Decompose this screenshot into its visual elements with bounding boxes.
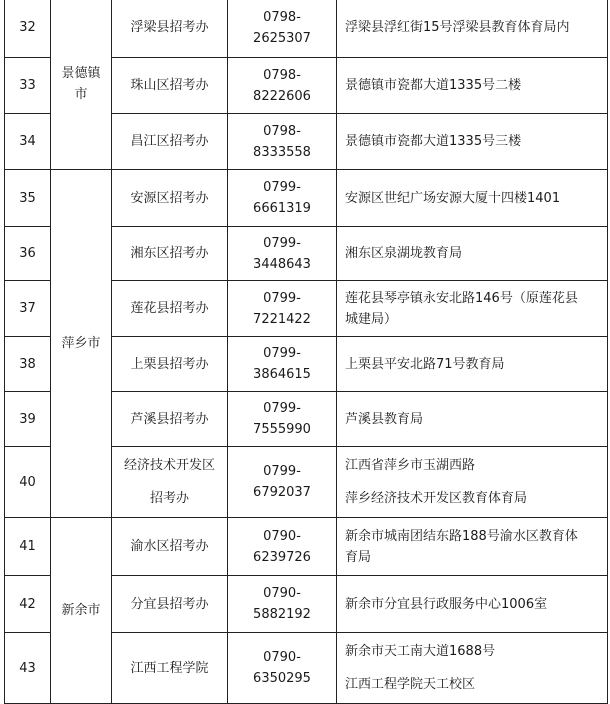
address-cell xyxy=(337,633,608,704)
office-name: 珠山区招考办 xyxy=(112,58,228,114)
phone-cell xyxy=(228,227,337,281)
address-cell xyxy=(337,518,608,576)
address-line: 育局 xyxy=(345,549,372,565)
row-number: 36 xyxy=(5,227,51,281)
address-cell: 芦溪县教育局 xyxy=(337,392,608,447)
city-cell xyxy=(51,518,112,704)
address-cell: 安源区世纪广场安源大厦十四楼1401 xyxy=(337,170,608,227)
city-name-suffix: 市 xyxy=(74,86,88,102)
address-line: 城建局） xyxy=(345,311,398,327)
address-cell: 景德镇市瓷都大道1335号二楼 xyxy=(337,58,608,114)
address-cell: 景德镇市瓷都大道1335号三楼 xyxy=(337,114,608,170)
address-line: 新余市天工南大道1688号 xyxy=(345,644,496,659)
phone-number: 8333558 xyxy=(253,144,311,160)
address-cell: 新余市分宜县行政服务中心1006室 xyxy=(337,576,608,633)
office-name: 渝水区招考办 xyxy=(112,518,228,576)
phone-area-code: 0790- xyxy=(263,528,301,544)
office-name: 上栗县招考办 xyxy=(112,337,228,392)
row-number: 33 xyxy=(5,58,51,114)
office-name: 分宜县招考办 xyxy=(112,576,228,633)
address-line: 江西省萍乡市玉湖西路 xyxy=(345,458,476,473)
phone-area-code: 0799- xyxy=(263,180,301,195)
office-name: 湘东区招考办 xyxy=(112,227,228,281)
city-cell xyxy=(51,0,112,170)
phone-cell xyxy=(228,281,337,337)
city-name: 新余市 xyxy=(61,603,101,618)
phone-area-code: 0790- xyxy=(263,650,301,665)
address-line: 新余市城南团结东路188号渝水区教育体 xyxy=(345,528,578,544)
address-line: 莲花县琴亭镇永安北路146号（原莲花县 xyxy=(345,290,578,306)
phone-number: 6661319 xyxy=(253,201,311,216)
row-number: 43 xyxy=(5,633,51,704)
phone-cell xyxy=(228,576,337,633)
phone-area-code: 0798- xyxy=(263,67,301,83)
phone-number: 8222606 xyxy=(253,88,311,104)
phone-number: 5882192 xyxy=(253,607,311,622)
address-cell: 湘东区泉湖垅教育局 xyxy=(337,227,608,281)
phone-number: 2625307 xyxy=(253,30,311,46)
office-name: 安源区招考办 xyxy=(112,170,228,227)
phone-cell xyxy=(228,0,337,58)
office-name: 浮梁县招考办 xyxy=(112,0,228,58)
row-number: 37 xyxy=(5,281,51,337)
row-number: 39 xyxy=(5,392,51,447)
phone-cell xyxy=(228,58,337,114)
phone-cell xyxy=(228,337,337,392)
phone-cell xyxy=(228,114,337,170)
row-number: 40 xyxy=(5,447,51,518)
phone-area-code: 0798- xyxy=(263,123,301,139)
office-name xyxy=(112,447,228,518)
office-name-line: 招考办 xyxy=(149,491,189,506)
office-name: 芦溪县招考办 xyxy=(112,392,228,447)
exam-office-table xyxy=(4,0,608,704)
phone-cell xyxy=(228,392,337,447)
row-number: 38 xyxy=(5,337,51,392)
table-row xyxy=(5,0,608,58)
office-name: 昌江区招考办 xyxy=(112,114,228,170)
address-cell: 上栗县平安北路71号教育局 xyxy=(337,337,608,392)
row-number: 32 xyxy=(5,0,51,58)
phone-number: 6350295 xyxy=(253,671,311,686)
city-cell xyxy=(51,170,112,518)
phone-cell xyxy=(228,447,337,518)
row-number: 35 xyxy=(5,170,51,227)
row-number: 34 xyxy=(5,114,51,170)
phone-number: 7221422 xyxy=(253,311,311,327)
phone-number: 3448643 xyxy=(253,256,311,272)
phone-area-code: 0799- xyxy=(263,401,301,416)
phone-area-code: 0790- xyxy=(263,586,301,601)
address-line: 江西工程学院天工校区 xyxy=(345,677,476,692)
phone-number: 6239726 xyxy=(253,549,311,565)
phone-cell xyxy=(228,170,337,227)
phone-cell xyxy=(228,633,337,704)
phone-number: 7555990 xyxy=(253,422,311,437)
address-cell xyxy=(337,281,608,337)
city-name: 景德镇 xyxy=(61,65,101,81)
address-cell: 浮梁县浮红街15号浮梁县教育体育局内 xyxy=(337,0,608,58)
office-name: 江西工程学院 xyxy=(112,633,228,704)
phone-area-code: 0799- xyxy=(263,464,301,479)
address-line: 萍乡经济技术开发区教育体育局 xyxy=(345,491,528,506)
phone-number: 6792037 xyxy=(253,485,311,500)
address-cell xyxy=(337,447,608,518)
row-number: 42 xyxy=(5,576,51,633)
phone-area-code: 0799- xyxy=(263,235,301,251)
phone-cell xyxy=(228,518,337,576)
phone-number: 3864615 xyxy=(253,367,311,382)
row-number: 41 xyxy=(5,518,51,576)
office-name-line: 经济技术开发区 xyxy=(123,458,215,473)
phone-area-code: 0799- xyxy=(263,346,301,361)
office-name: 莲花县招考办 xyxy=(112,281,228,337)
phone-area-code: 0798- xyxy=(263,9,301,25)
table-row xyxy=(5,518,608,576)
phone-area-code: 0799- xyxy=(263,290,301,306)
city-name: 萍乡市 xyxy=(61,336,101,351)
table-row xyxy=(5,170,608,227)
